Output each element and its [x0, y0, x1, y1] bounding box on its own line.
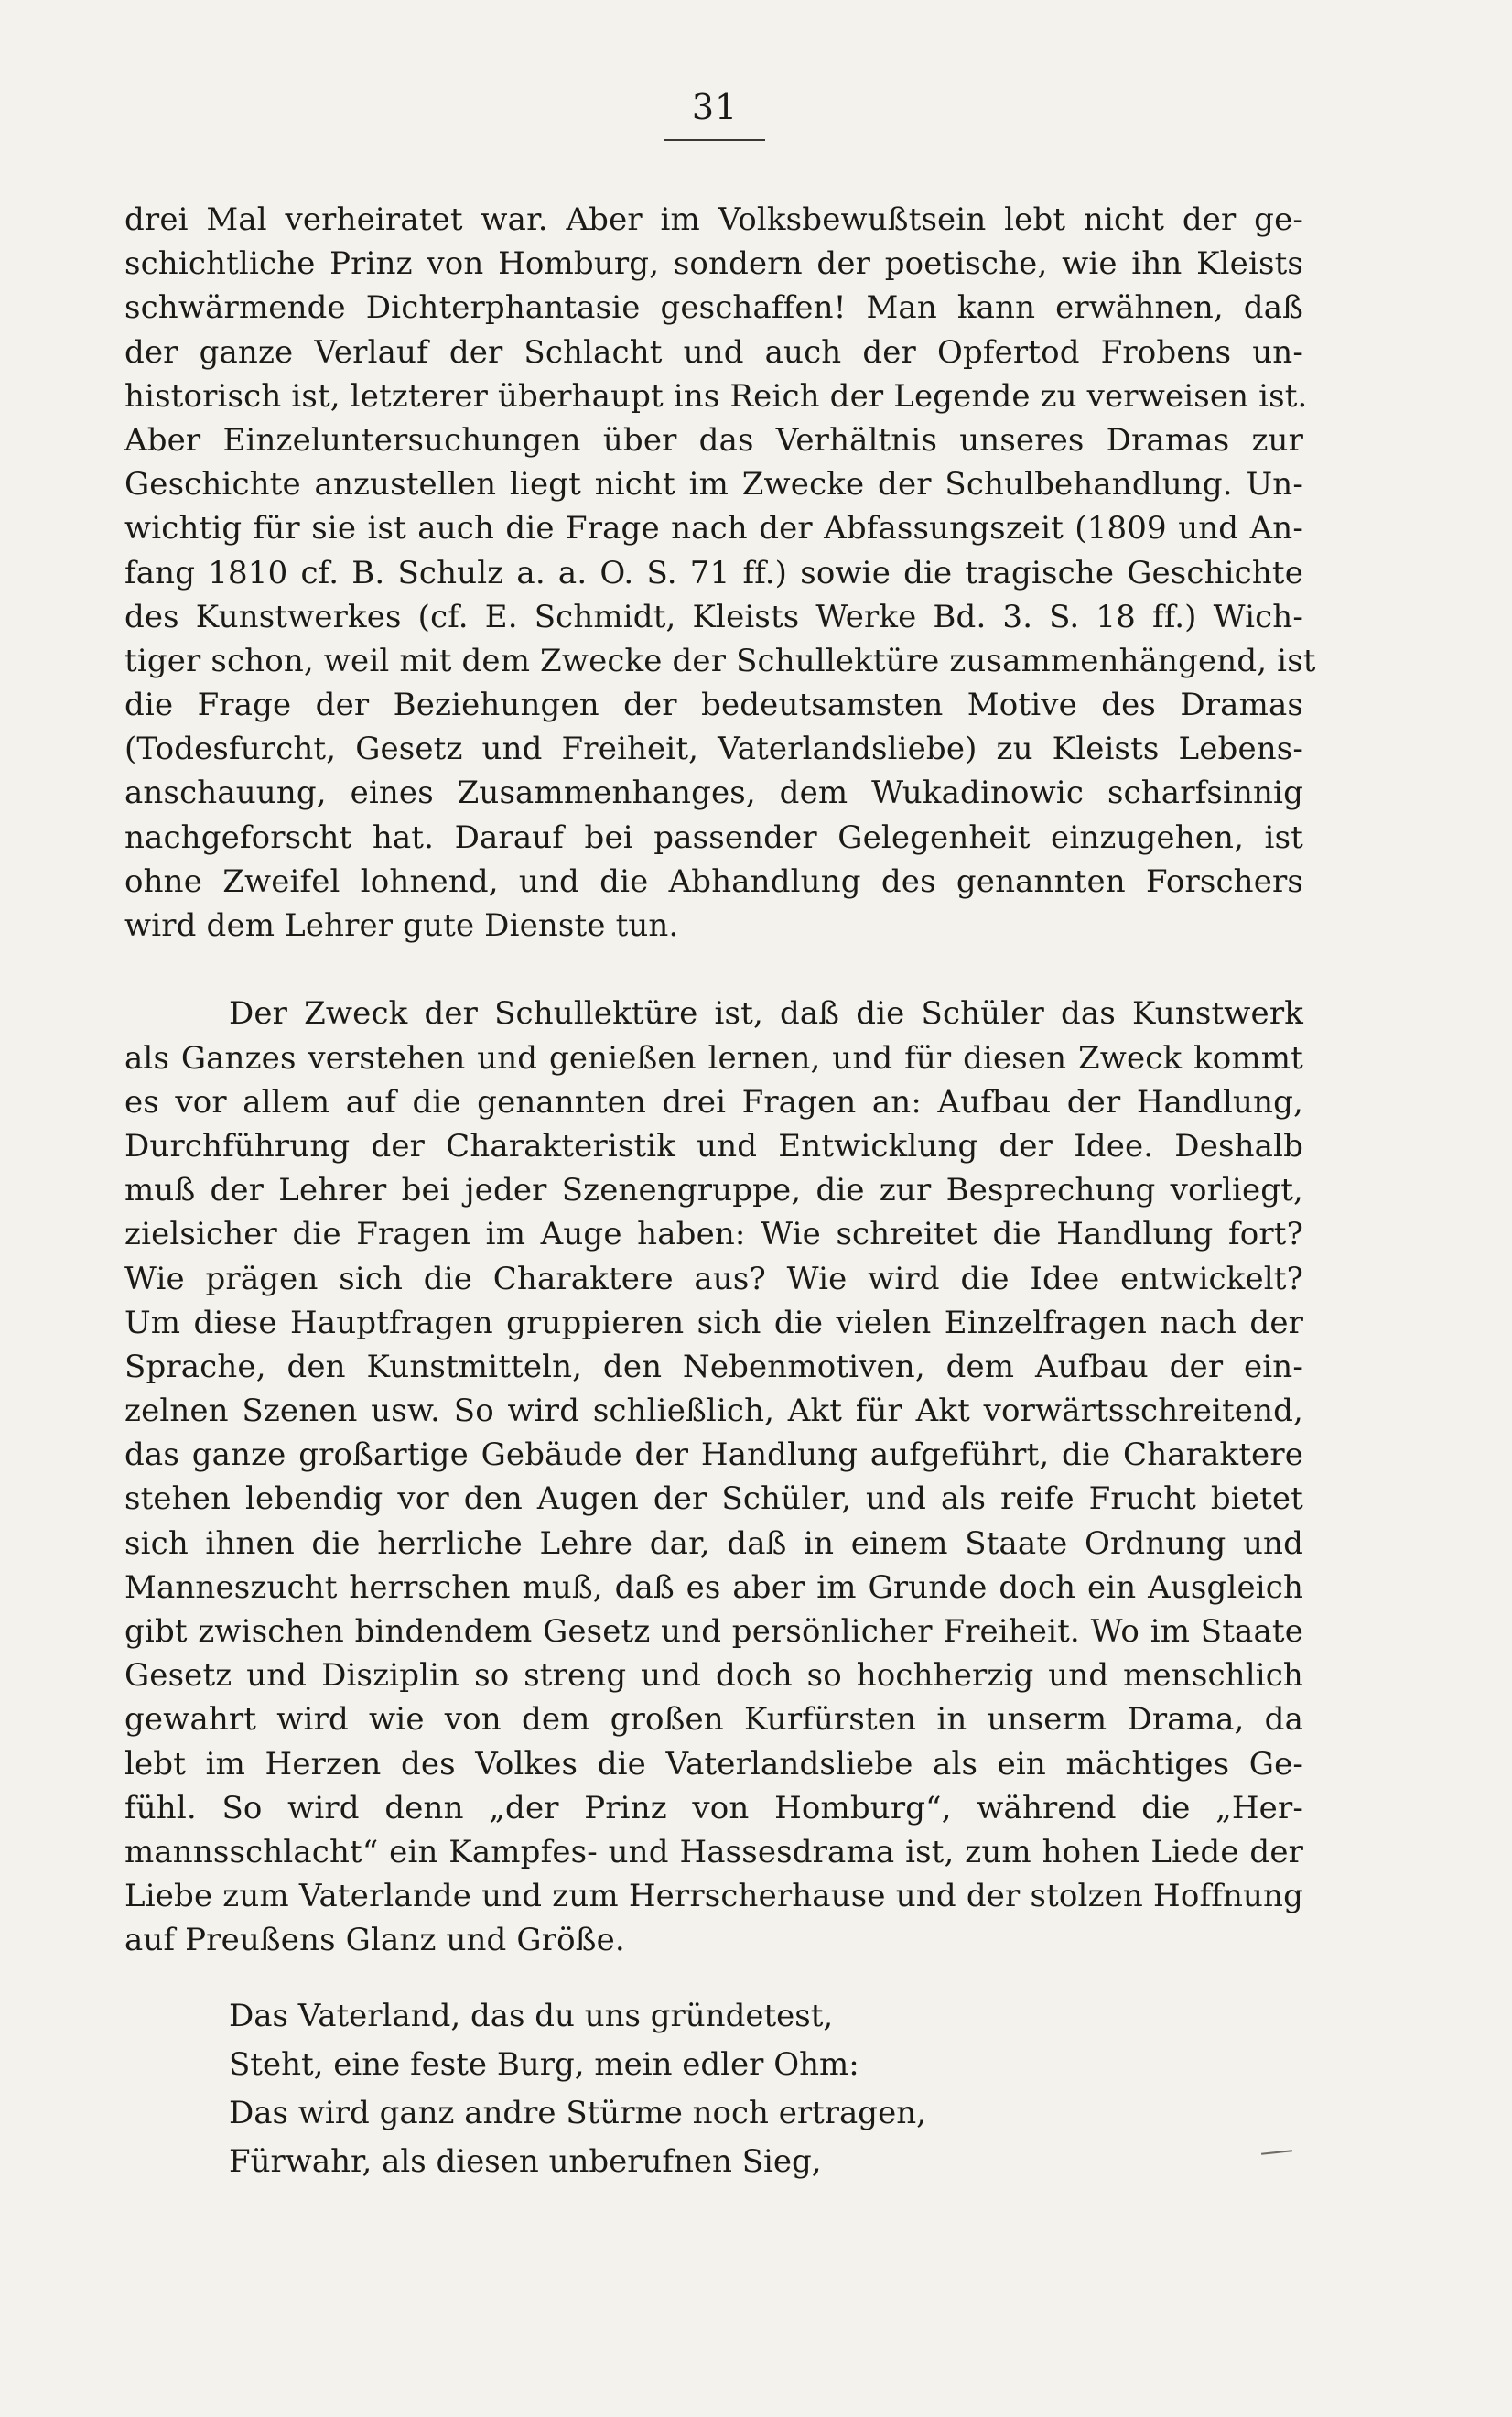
text-line: das ganze großartige Gebäude der Handlung aufgeführt, die Charaktere [124, 1436, 1303, 1474]
verse-line: Steht, eine feste Burg, mein edler Ohm: [229, 2046, 859, 2083]
text-line: Durchführung der Charakteristik und Entwicklung der Idee. Deshalb [124, 1127, 1303, 1165]
text-line: fang 1810 cf. B. Schulz a. a. O. S. 71 ff.) sowie die tragische Geschichte [124, 554, 1303, 591]
text-line: zielsicher die Fragen im Auge haben: Wie schreitet die Handlung fort? [124, 1216, 1303, 1253]
text-line: (Todesfurcht, Gesetz und Freiheit, Vaterlandsliebe) zu Kleists Lebens- [124, 731, 1303, 768]
text-line: ohne Zweifel lohnend, und die Abhandlung des genannten Forschers [124, 862, 1303, 900]
text-line: lebt im Herzen des Volkes die Vaterlandsliebe als ein mächtiges Ge- [124, 1745, 1303, 1783]
text-line: Wie prägen sich die Charaktere aus? Wie wird die Idee entwickelt? [124, 1260, 1303, 1297]
text-line: als Ganzes verstehen und genießen lernen, und für diesen Zweck kommt [124, 1039, 1303, 1077]
text-line: auf Preußens Glanz und Größe. [124, 1922, 625, 1959]
text-line: gewahrt wird wie von dem großen Kurfürsten in unserm Drama, da [124, 1701, 1303, 1739]
paragraph-1 [124, 198, 1316, 948]
text-line: muß der Lehrer bei jeder Szenengruppe, die zur Besprechung vorliegt, [124, 1172, 1303, 1209]
text-line: nachgeforscht hat. Darauf bei passender Gelegenheit einzugehen, ist [124, 818, 1303, 856]
text-line: mannsschlacht“ ein Kampfes- und Hassesdrama ist, zum hohen Liede der [124, 1833, 1303, 1870]
verse-line: Das wird ganz andre Stürme noch ertragen, [229, 2095, 926, 2131]
text-line: der ganze Verlauf der Schlacht und auch der Opfertod Frobens un- [124, 333, 1303, 371]
text-line: es vor allem auf die genannten drei Fragen an: Aufbau der Handlung, [124, 1083, 1303, 1121]
text-line: fühl. So wird denn „der Prinz von Homburg“, während die „Her- [124, 1789, 1303, 1826]
text-line: wird dem Lehrer gute Dienste tun. [124, 907, 679, 944]
text-line: Um diese Hauptfragen gruppieren sich die vielen Einzelfragen nach der [124, 1304, 1303, 1341]
verse-quotation [229, 1992, 1144, 2186]
ink-mark [1261, 2150, 1292, 2155]
paragraph-2 [124, 992, 1303, 1962]
text-line: Liebe zum Vaterlande und zum Herrscherhause und der stolzen Hoffnung [124, 1878, 1303, 1915]
text-line: anschauung, eines Zusammenhanges, dem Wukadinowic scharfsinnig [124, 775, 1303, 812]
text-line: Manneszucht herrschen muß, daß es aber im Grunde doch ein Ausgleich [124, 1568, 1303, 1606]
text-line: die Frage der Beziehungen der bedeutsamsten Motive des Dramas [124, 687, 1303, 724]
text-line: zelnen Szenen usw. So wird schließlich, Akt für Akt vorwärtsschreitend, [124, 1393, 1303, 1430]
text-line: wichtig für sie ist auch die Frage nach der Abfassungszeit (1809 und An- [124, 510, 1303, 547]
text-line: Gesetz und Disziplin so streng und doch so hochherzig und menschlich [124, 1657, 1303, 1695]
verse-line: Fürwahr, als diesen unberufnen Sieg, [229, 2143, 822, 2180]
text-line: Sprache, den Kunstmitteln, den Nebenmotiven, dem Aufbau der ein- [124, 1348, 1303, 1385]
text-line: drei Mal verheiratet war. Aber im Volksbewußtsein lebt nicht der ge- [124, 201, 1303, 238]
verse-line: Das Vaterland, das du uns gründetest, [229, 1998, 834, 2034]
text-line: Geschichte anzustellen liegt nicht im Zwecke der Schulbehandlung. Un- [124, 466, 1303, 504]
text-line: des Kunstwerkes (cf. E. Schmidt, Kleists Werke Bd. 3. S. 18 ff.) Wich- [124, 598, 1303, 635]
text-line: sich ihnen die herrliche Lehre dar, daß in einem Staate Ordnung und [124, 1524, 1303, 1562]
text-line: historisch ist, letzterer überhaupt ins Reich der Legende zu verweisen ist. [124, 377, 1308, 415]
header-rule [664, 139, 765, 141]
text-line: schichtliche Prinz von Homburg, sondern der poetische, wie ihn Kleists [124, 245, 1303, 283]
text-line: Aber Einzeluntersuchungen über das Verhältnis unseres Dramas zur [124, 421, 1303, 459]
text-line: schwärmende Dichterphantasie geschaffen! Man kann erwähnen, daß [124, 289, 1303, 327]
text-line: gibt zwischen bindendem Gesetz und persönlicher Freiheit. Wo im Staate [124, 1613, 1303, 1650]
text-line: stehen lebendig vor den Augen der Schüler, und als reife Frucht bietet [124, 1480, 1303, 1518]
paragraph-spacer [124, 948, 1303, 992]
page-number: 31 [691, 87, 739, 127]
body-text [124, 198, 1316, 1963]
text-line: tiger schon, weil mit dem Zwecke der Schullektüre zusammenhängend, ist [124, 642, 1316, 679]
text-line: Der Zweck der Schullektüre ist, daß die Schüler das Kunstwerk [229, 995, 1303, 1033]
